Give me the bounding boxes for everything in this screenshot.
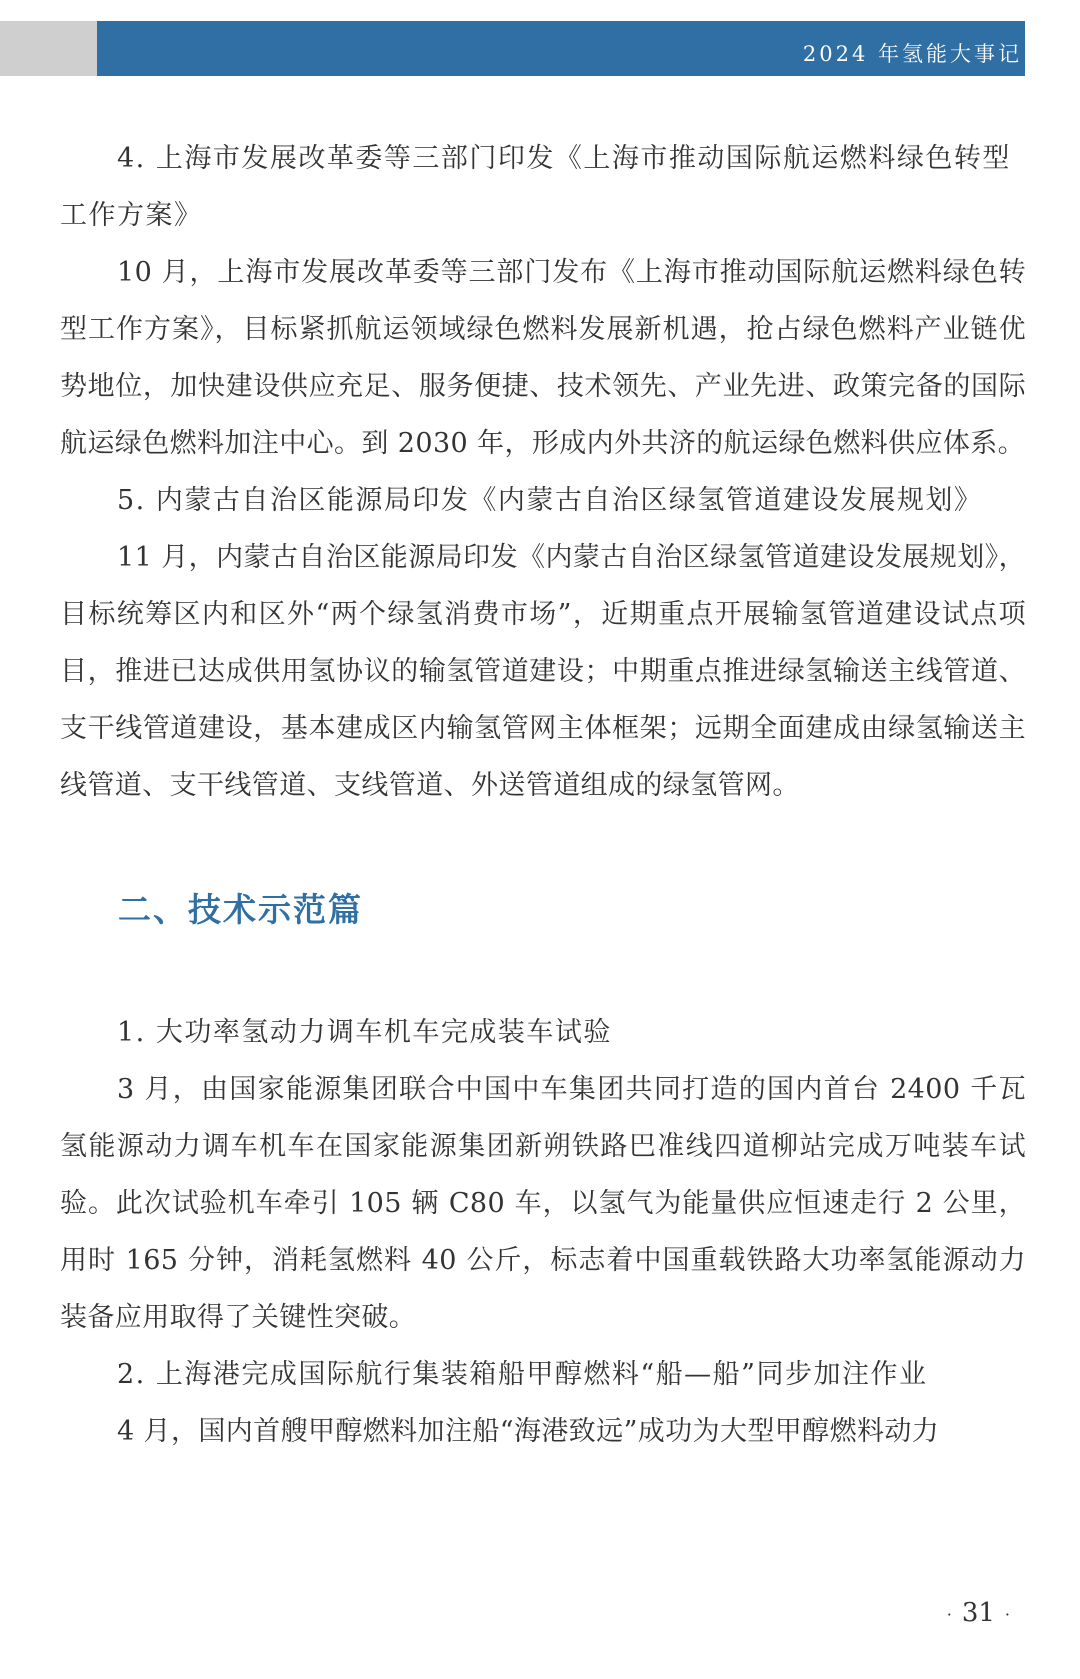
page-number-value: 31	[961, 1598, 995, 1628]
item-heading: 1. 大功率氢动力调车机车完成装车试验	[117, 1017, 612, 1048]
item-body: 10 月，上海市发展改革委等三部门发布《上海市推动国际航运燃料绿色转型工作方案》，目标紧抓航运领域绿色燃料发展新机遇，抢占绿色燃料产业链优势地位，加快建设供应充足、服务便捷、技术领先、产业先进、政策完备的国际航运绿色燃料加注中心。到 2030 年，形成内外共济的航运绿色燃料供应体系。	[60, 257, 1026, 459]
running-header-title: 2024 年氢能大事记	[802, 42, 1022, 66]
item-body: 4 月，国内首艘甲醇燃料加注船“海港致远”成功为大型甲醇燃料动力	[117, 1416, 940, 1447]
page-number	[937, 1598, 1020, 1628]
item-body: 3 月，由国家能源集团联合中国中车集团共同打造的国内首台 2400 千瓦氢能源动力调车机车在国家能源集团新朔铁路巴准线四道柳站完成万吨装车试验。此次试验机车牵引 105 辆 C80 车，以氢气为能量供应恒速走行 2 公里，用时 165 分钟，消耗氢燃料 40 公斤，标志着中国重载铁路大功率氢能源动力装备应用取得了关键性突破。	[60, 1074, 1026, 1333]
dot-decoration: ·	[1004, 1604, 1010, 1624]
section-title: 二、技术示范篇	[118, 890, 363, 929]
dot-decoration: ·	[946, 1604, 952, 1624]
item-heading: 5. 内蒙古自治区能源局印发《内蒙古自治区绿氢管道建设发展规划》	[117, 485, 983, 516]
item-heading: 4. 上海市发展改革委等三部门印发《上海市推动国际航运燃料绿色转型工作方案》	[60, 143, 1011, 231]
item-body: 11 月，内蒙古自治区能源局印发《内蒙古自治区绿氢管道建设发展规划》，目标统筹区内和区外“两个绿氢消费市场”，近期重点开展输氢管道建设试点项目，推进已达成供用氢协议的输氢管道建设；中期重点推进绿氢输送主线管道、支干线管道建设，基本建成区内输氢管网主体框架；远期全面建成由绿氢输送主线管道、支干线管道、支线管道、外送管道组成的绿氢管网。	[60, 542, 1026, 801]
header-gray-block	[0, 21, 97, 76]
page-content	[60, 130, 1026, 1460]
item-heading: 2. 上海港完成国际航行集装箱船甲醇燃料“船—船”同步加注作业	[117, 1359, 928, 1390]
